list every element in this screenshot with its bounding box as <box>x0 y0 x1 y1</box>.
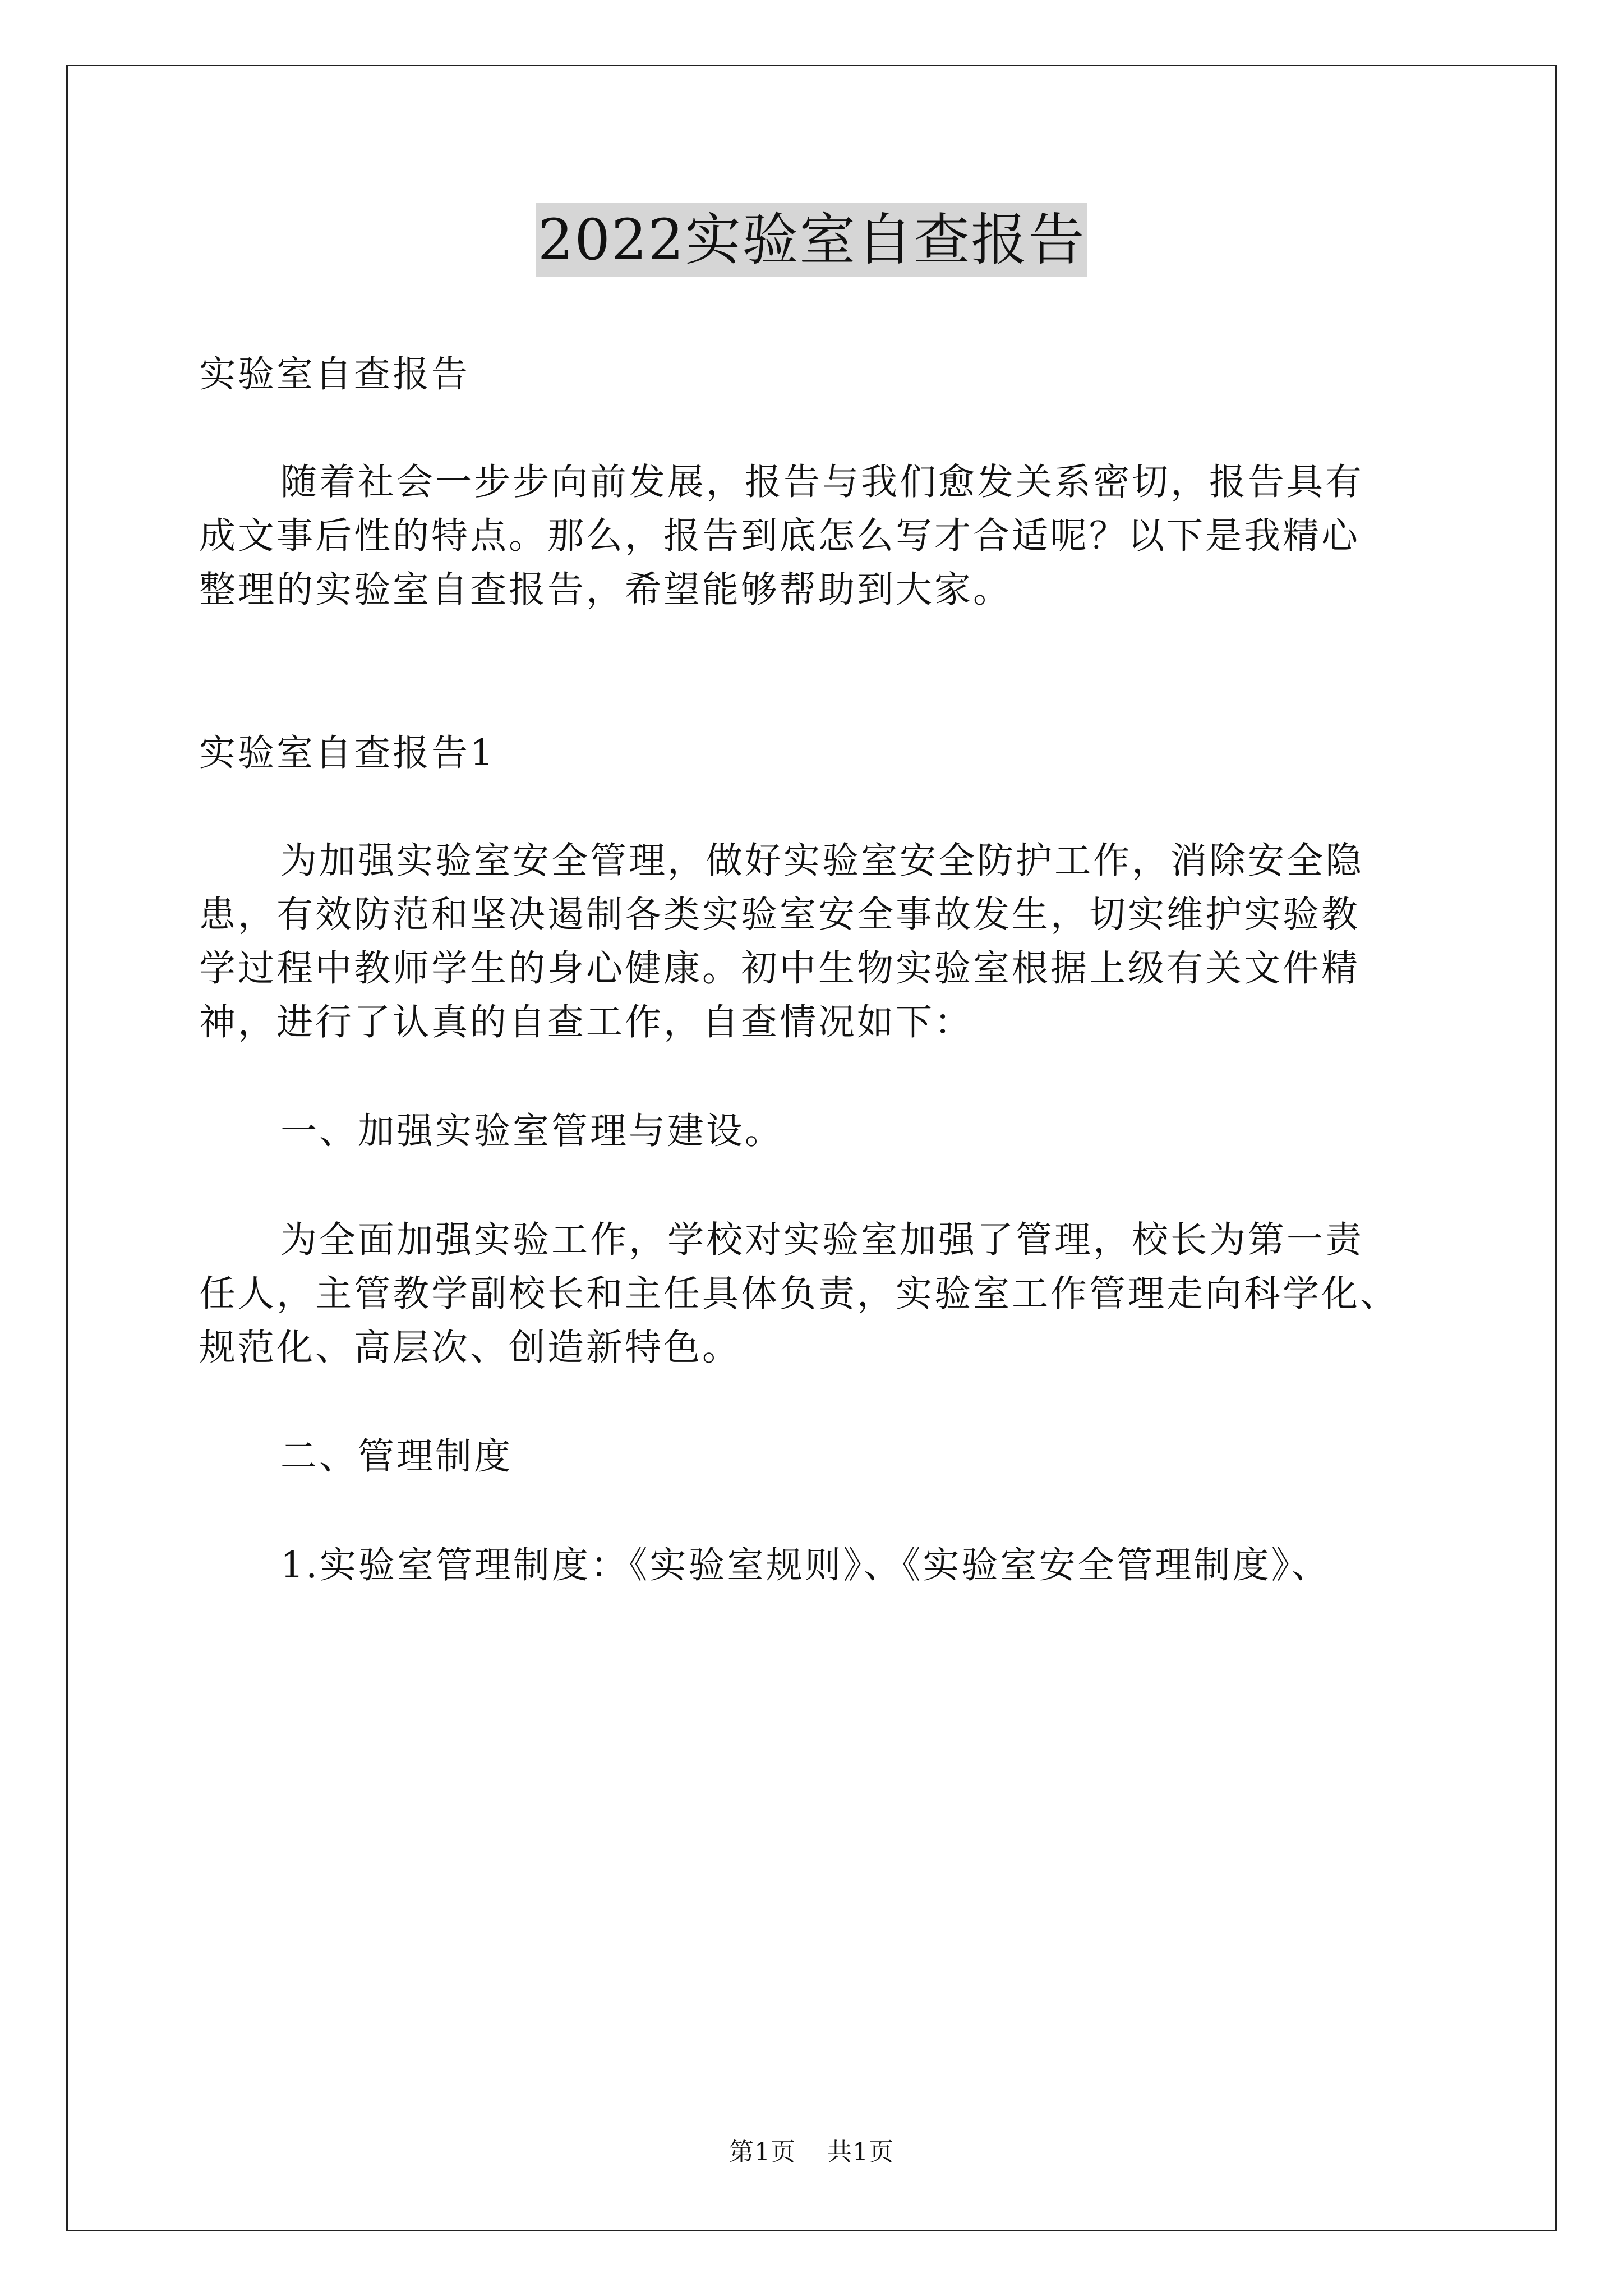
item-1-line-1: 为全面加强实验工作，学校对实验室加强了管理，校长为第一责 <box>280 1219 1364 1261</box>
title-container <box>0 203 1623 277</box>
section-1-heading: 实验室自查报告1 <box>199 732 496 774</box>
intro-line-1: 随着社会一步步向前发展，报告与我们愈发关系密切，报告具有 <box>280 461 1364 503</box>
document-title: 2022实验室自查报告 <box>536 203 1088 277</box>
section-1-line-4: 神，进行了认真的自查工作，自查情况如下： <box>199 1001 974 1043</box>
item-1-line-2: 任人，主管教学副校长和主任具体负责，实验室工作管理走向科学化、 <box>199 1273 1399 1315</box>
item-1-heading: 一、加强实验室管理与建设。 <box>280 1110 784 1152</box>
item-2-heading: 二、管理制度 <box>280 1435 513 1478</box>
page-number: 第1页 <box>729 2138 796 2166</box>
intro-line-2: 成文事后性的特点。那么，报告到底怎么写才合适呢？以下是我精心 <box>199 515 1361 557</box>
section-1-line-3: 学过程中教师学生的身心健康。初中生物实验室根据上级有关文件精 <box>199 947 1361 990</box>
item-2-sub-1: 1.实验室管理制度：《实验室规则》、《实验室安全管理制度》、 <box>280 1544 1331 1586</box>
section-1-line-2: 患，有效防范和坚决遏制各类实验室安全事故发生，切实维护实验教 <box>199 894 1361 936</box>
item-1-line-3: 规范化、高层次、创造新特色。 <box>199 1327 741 1369</box>
section-1-line-1: 为加强实验室安全管理，做好实验室安全防护工作，消除安全隐 <box>280 840 1364 882</box>
document-subtitle: 实验室自查报告 <box>199 353 471 395</box>
page-total: 共1页 <box>827 2138 894 2166</box>
intro-line-3: 整理的实验室自查报告，希望能够帮助到大家。 <box>199 569 1012 611</box>
page-footer <box>0 2132 1623 2168</box>
document-body <box>199 348 1467 1593</box>
